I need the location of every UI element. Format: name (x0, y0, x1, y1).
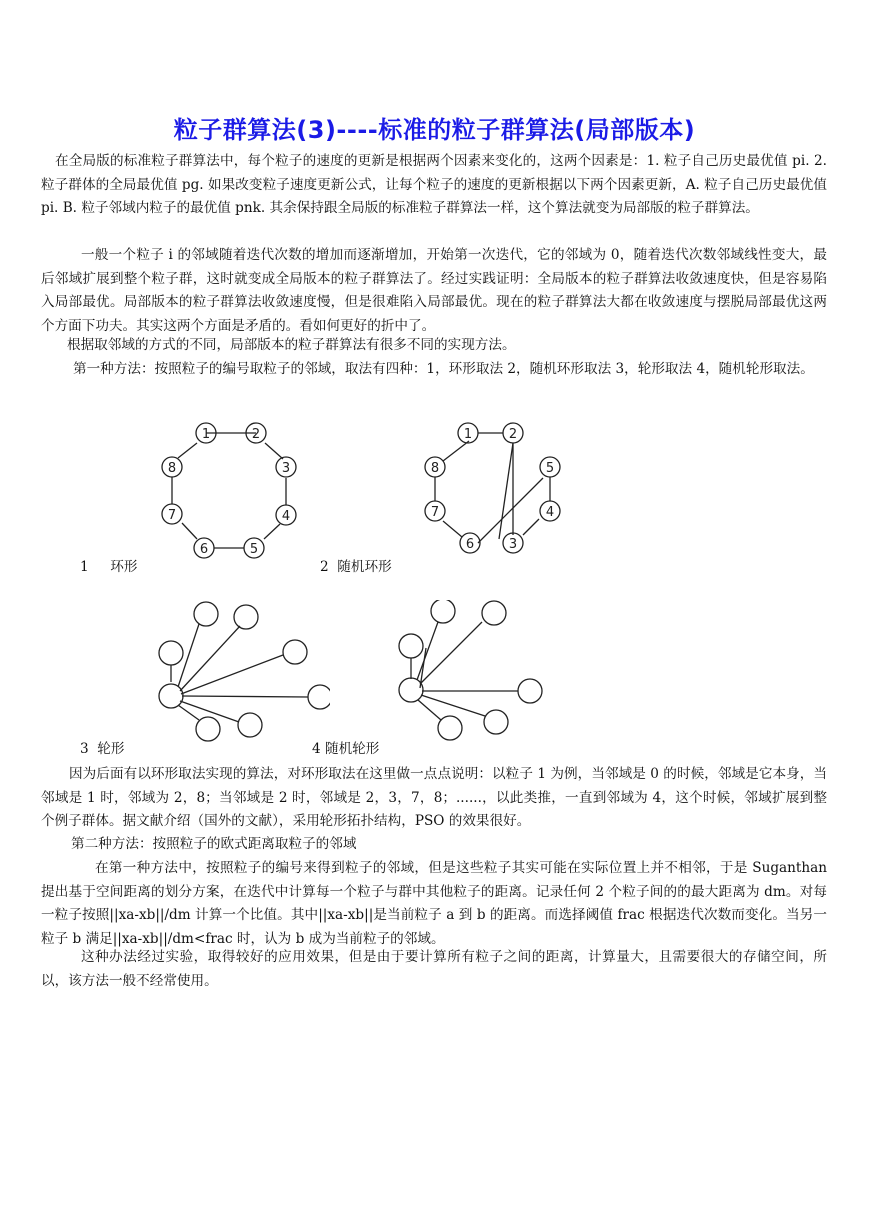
ring-node-label: 2 (251, 427, 261, 442)
paragraph-intro: 在全局版的标准粒子群算法中，每个粒子的速度的更新是根据两个因素来变化的，这两个因素是：1. 粒子自己历史最优值 pi. 2. 粒子群体的全局最优值 pg. 如果改变粒子速度更新公式，让每个粒子的速度的更新根据以下两个因素更新，A. 粒子自己历史最优值 pi. B. 粒子邻域内粒子的最优值 pnk. 其余保持跟全局版的标准粒子群算法一样，这个算法就变为局部版的粒子群算法。 (41, 153, 827, 217)
random-ring-node-label: 5 (545, 461, 555, 476)
ring-node-label: 3 (281, 461, 291, 476)
paragraph-conclusion: 这种办法经过实验，取得较好的应用效果，但是由于要计算所有粒子之间的距离，计算量大，且需要很大的存储空间，所以，该方法一般不经常使用。 (41, 949, 827, 989)
random-ring-node-label: 8 (430, 461, 440, 476)
random-ring-topology-diagram (415, 415, 575, 565)
page-title: 粒子群算法(3)----标准的粒子群算法(局部版本) (173, 116, 696, 144)
ring-node-label: 4 (281, 509, 291, 524)
caption-random-ring: 2 随机环形 (320, 559, 392, 575)
random-ring-node-label: 7 (430, 505, 440, 520)
ring-node-label: 6 (199, 542, 209, 557)
random-ring-node-label: 6 (465, 537, 475, 552)
caption-wheel: 3 轮形 (80, 741, 125, 757)
wheel-topology-diagram (150, 600, 330, 750)
paragraph-ring-explanation: 因为后面有以环形取法实现的算法，对环形取法在这里做一点点说明：以粒子 1 为例，当邻域是 0 的时候，邻域是它本身，当邻域是 1 时，邻域为 2，8；当邻域是 2 时，邻域是 2，3，7，8；......，以此类推，一直到邻域为 4，这个时候，邻域扩展到整个例子群体。据文献介绍（国外的文献），采用轮形拓扑结构，PSO 的效果很好。 (41, 766, 827, 830)
random-ring-node-label: 2 (508, 427, 518, 442)
paragraph-methods-intro: 根据取邻域的方式的不同，局部版本的粒子群算法有很多不同的实现方法。 (67, 337, 516, 353)
caption-random-wheel: 4 随机轮形 (312, 741, 380, 757)
ring-topology-diagram (150, 415, 310, 565)
caption-ring: 1 环形 (80, 559, 138, 575)
ring-node-label: 7 (167, 508, 177, 523)
ring-node-label: 5 (249, 542, 259, 557)
random-ring-node-label: 3 (508, 537, 518, 552)
random-wheel-topology-diagram (390, 600, 550, 750)
ring-node-label: 1 (201, 427, 211, 442)
ring-node-label: 8 (167, 461, 177, 476)
random-ring-node-label: 4 (545, 505, 555, 520)
paragraph-distance-method: 在第一种方法中，按照粒子的编号来得到粒子的邻域，但是这些粒子其实可能在实际位置上并不相邻，于是 Suganthan 提出基于空间距离的划分方案，在迭代中计算每一个粒子与群中其他粒子的距离。记录任何 2 个粒子间的的最大距离为 dm。对每一粒子按照||xa-xb||/dm 计算一个比值。其中||xa-xb||是当前粒子 a 到 b 的距离。而选择阈值 frac 根据迭代次数而变化。当另一粒子 b 满足||xa-xb||/dm<frac 时，认为 b 成为当前粒子的邻域。 (41, 860, 827, 947)
paragraph-method-two: 第二种方法：按照粒子的欧式距离取粒子的邻域 (71, 836, 357, 852)
random-ring-node-label: 1 (463, 427, 473, 442)
paragraph-method-one: 第一种方法：按照粒子的编号取粒子的邻域，取法有四种：1，环形取法 2，随机环形取法 3，轮形取法 4，随机轮形取法。 (73, 361, 814, 377)
paragraph-neighborhood: 一般一个粒子 i 的邻域随着迭代次数的增加而逐渐增加，开始第一次迭代，它的邻域为 0，随着迭代次数邻域线性变大，最后邻域扩展到整个粒子群，这时就变成全局版本的粒子群算法了。经过实践证明：全局版本的粒子群算法收敛速度快，但是容易陷入局部最优。局部版本的粒子群算法收敛速度慢，但是很难陷入局部最优。现在的粒子群算法大都在收敛速度与摆脱局部最优这两个方面下功夫。其实这两个方面是矛盾的。看如何更好的折中了。 (41, 247, 827, 334)
